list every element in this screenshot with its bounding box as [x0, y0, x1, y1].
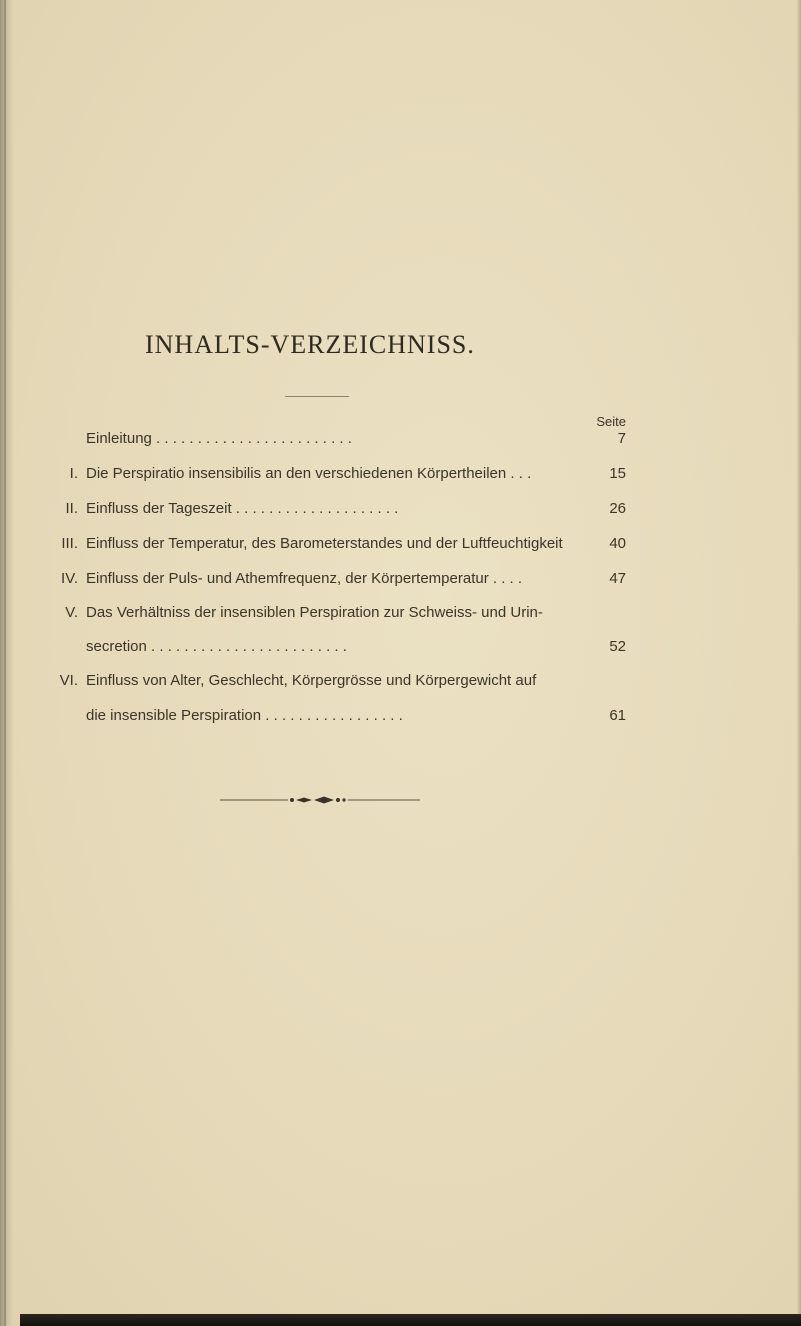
- toc-entry: [50, 500, 626, 524]
- toc-entry-page: 7: [617, 430, 626, 447]
- toc-entry-number: VI.: [59, 672, 78, 689]
- toc-entry: [50, 672, 626, 696]
- title-divider: [285, 396, 349, 397]
- toc-entry-text: Einfluss der Puls- und Athemfrequenz, der Körpertemperatur . . . .: [86, 570, 523, 587]
- toc-entry-text: secretion . . . . . . . . . . . . . . . . . . . . . . . .: [86, 638, 347, 655]
- toc-entry-text: Einleitung . . . . . . . . . . . . . . . . . . . . . . . .: [86, 430, 352, 447]
- page-title: INHALTS-VERZEICHNISS.: [145, 330, 475, 359]
- toc-entry-text: Die Perspiratio insensibilis an den verschiedenen Körpertheilen . . .: [86, 465, 532, 482]
- page-bottom-edge: [20, 1314, 801, 1326]
- toc-entry: [50, 465, 626, 489]
- spine-line: [4, 0, 6, 1326]
- toc-entry-text: Einfluss der Tageszeit . . . . . . . . . . . . . . . . . . . .: [86, 500, 399, 517]
- page-column-header: Seite: [596, 414, 626, 429]
- page-right-edge: [797, 0, 801, 1326]
- toc-entry-text: Einfluss der Temperatur, des Barometerstandes und der Luftfeuchtigkeit: [86, 535, 563, 552]
- toc-entry-number: II.: [65, 500, 78, 517]
- toc-entry: [50, 535, 626, 559]
- toc-entry-text: Einfluss von Alter, Geschlecht, Körpergrösse und Körpergewicht auf: [86, 672, 537, 689]
- toc-entry-number: III.: [61, 535, 78, 552]
- toc-entry-continuation: [50, 638, 626, 662]
- toc-entry-page: 61: [609, 707, 626, 724]
- toc-entry-page: 15: [609, 465, 626, 482]
- toc-entry-page: 40: [609, 535, 626, 552]
- toc-entry-number: V.: [65, 604, 78, 621]
- toc-entry-number: I.: [69, 465, 78, 482]
- toc-entry-continuation: [50, 707, 626, 731]
- toc-entry-number: IV.: [61, 570, 78, 587]
- toc-entry-page: 47: [609, 570, 626, 587]
- toc-entry: [50, 604, 626, 628]
- toc-entry: [50, 430, 626, 454]
- toc-entry-text: Das Verhältniss der insensiblen Perspiration zur Schweiss- und Urin-: [86, 604, 543, 621]
- toc-entry-page: 52: [609, 638, 626, 655]
- toc-entry: [50, 570, 626, 594]
- toc-entry-page: 26: [609, 500, 626, 517]
- toc-entry-text: die insensible Perspiration . . . . . . . . . . . . . . . . .: [86, 707, 403, 724]
- closing-ornament: [220, 796, 420, 804]
- page-spine-shadow: [0, 0, 14, 1326]
